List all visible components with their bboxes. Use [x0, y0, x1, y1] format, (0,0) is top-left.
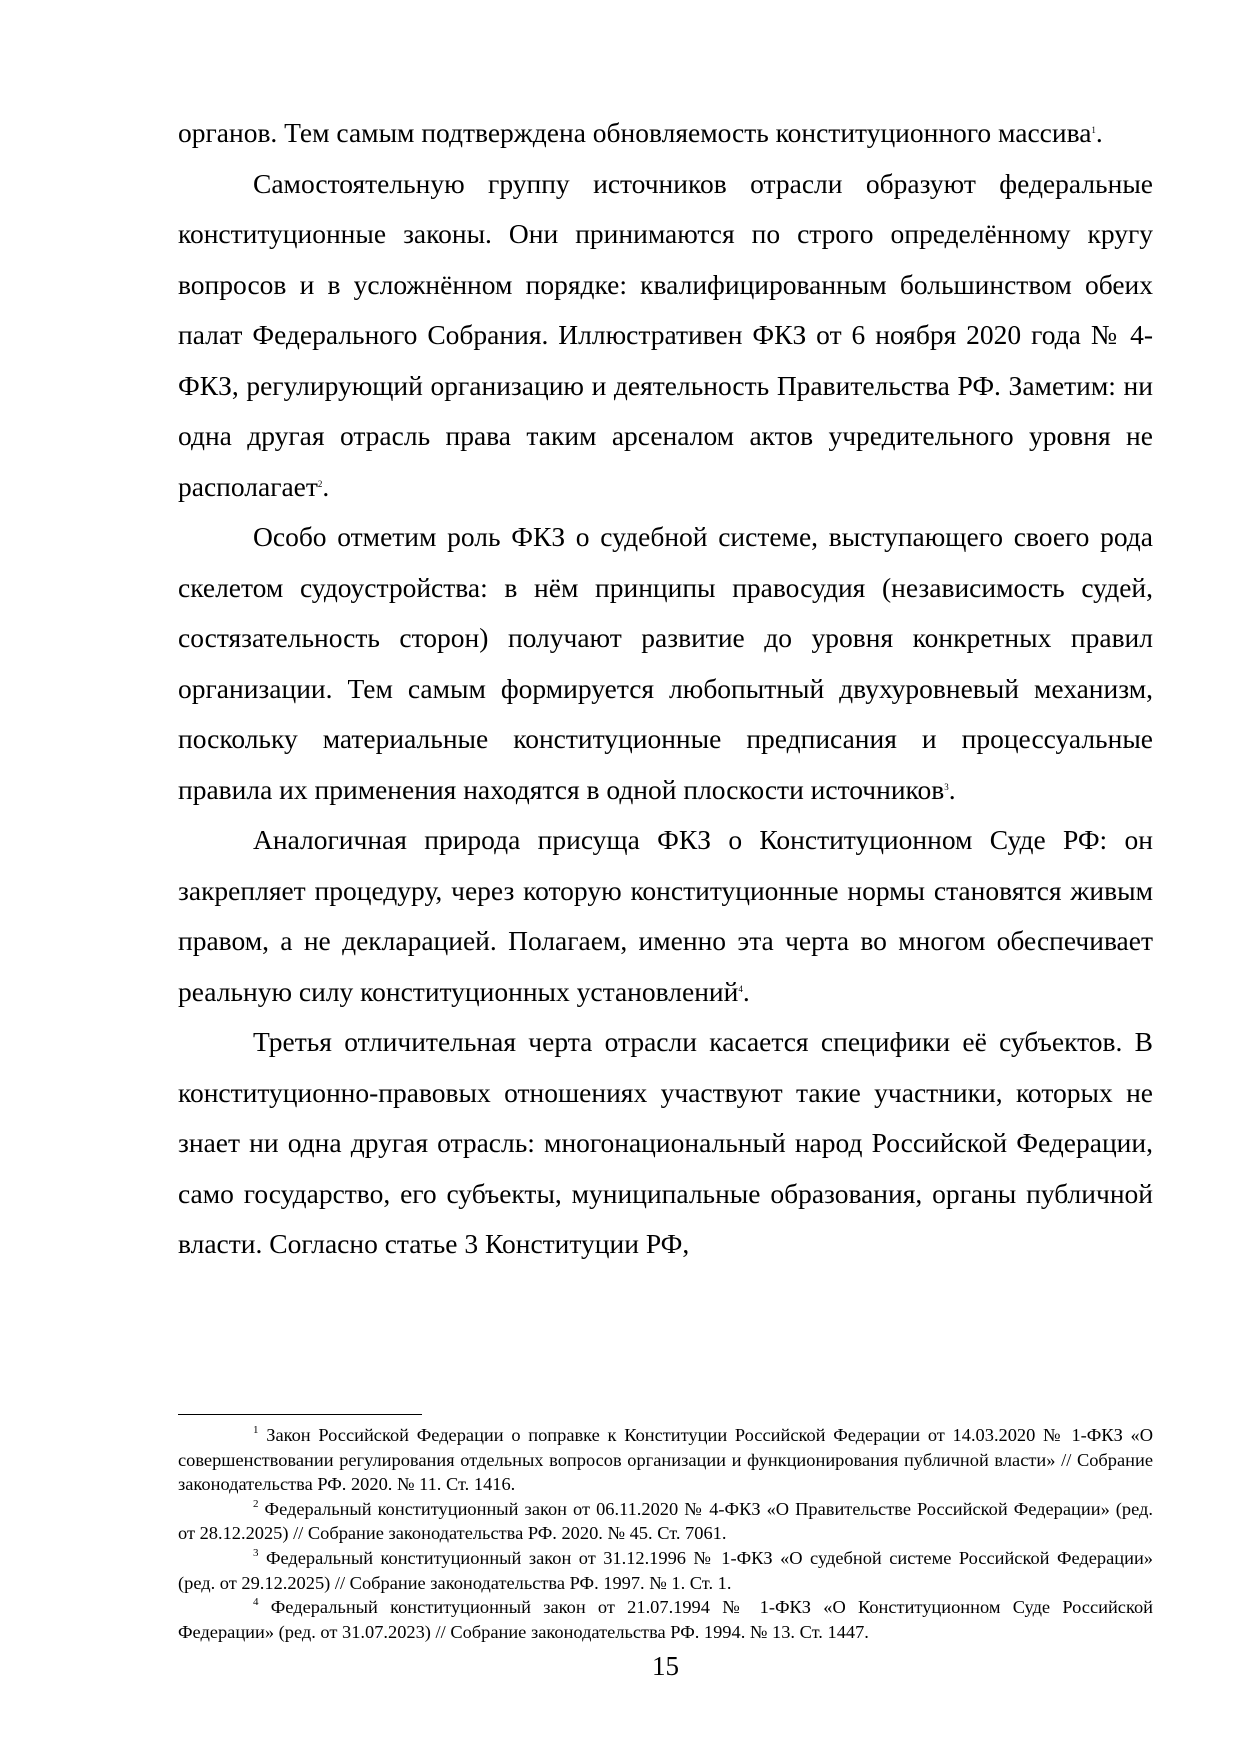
footnote-number: 4 [253, 1596, 259, 1609]
paragraph-text: Самостоятельную группу источников отрасли образуют федеральные конституционные законы. Они принимаются по строго определённому кругу вопросов и в усложнённом порядке: квалифицированным большинством обеих палат Федерального Собрания. Иллюстративен ФКЗ от 6 ноября 2020 года № 4-ФКЗ, регулирующий организацию и деятельность Правительства РФ. Заметим: ни одна другая отрасль права таким арсеналом актов учредительного уровня не располагает [178, 167, 1153, 502]
paragraph [178, 815, 1153, 1017]
footnote-number: 1 [253, 1424, 259, 1436]
footnote-separator [178, 1414, 422, 1415]
footnote-number: 3 [253, 1546, 259, 1559]
footnote [178, 1595, 1153, 1644]
footnote-text: Федеральный конституционный закон от 06.11.2020 № 4-ФКЗ «О Правительстве Российской Федерации» (ред. от 28.12.2025) // Собрание законодательства РФ. 2020. № 45. Ст. 7061. [178, 1498, 1153, 1544]
paragraph [178, 1017, 1153, 1270]
paragraph [178, 512, 1153, 815]
paragraph-text: Аналогичная природа присуща ФКЗ о Конституционном Суде РФ: он закрепляет процедуру, через которую конституционные нормы становятся живым правом, а не декларацией. Полагаем, именно эта черта во многом обеспечивает реальную силу конституционных установлений [178, 824, 1153, 1007]
footnote [178, 1546, 1153, 1595]
paragraph-text: Особо отметим роль ФКЗ о судебной системе, выступающего своего рода скелетом судоустройства: в нём принципы правосудия (независимость судей, состязательность сторон) получают развитие до уровня конкретных правил организации. Тем самым формируется любопытный двухуровневый механизм, поскольку материальные конституционные предписания и процессуальные правила их применения находятся в одной плоскости источников [178, 521, 1153, 805]
footnote-reference[interactable]: 1 [1091, 125, 1096, 135]
paragraph-tail: . [742, 975, 750, 1007]
footnote-text: Федеральный конституционный закон от 21.07.1994 № 1-ФКЗ «О Конституционном Суде Российской Федерации» (ред. от 31.07.2023) // Собрание законодательства РФ. 1994. № 13. Ст. 1447. [178, 1597, 1153, 1642]
paragraph-tail: . [322, 470, 330, 502]
footnote-reference[interactable]: 2 [317, 478, 323, 489]
paragraph-continuation [178, 108, 1153, 159]
paragraph-tail: . [1095, 117, 1103, 148]
page-number: 15 [652, 1651, 679, 1681]
footnote-reference[interactable]: 4 [738, 983, 743, 994]
footnote-text: Федеральный конституционный закон от 31.12.1996 № 1-ФКЗ «О судебной системе Российской Федерации» (ред. от 29.12.2025) // Собрание законодательства РФ. 1997. № 1. Ст. 1. [178, 1547, 1153, 1593]
paragraph-text: Третья отличительная черта отрасли касается специфики её субъектов. В конституционно-правовых отношениях участвуют такие участники, которых не знает ни одна другая отрасль: многонациональный народ Российской Федерации, само государство, его субъекты, муниципальные образования, органы публичной власти. Согласно статье 3 Конституции РФ, [178, 1026, 1153, 1259]
footnote-number: 2 [253, 1497, 259, 1510]
footnote [178, 1423, 1153, 1497]
footnote [178, 1497, 1153, 1546]
paragraph-tail: . [948, 773, 956, 805]
footnote-text: Закон Российской Федерации о поправке к Конституции Российской Федерации от 14.03.2020 № 1-ФКЗ «О совершенствовании регулирования отдельных вопросов организации и функционирования публичной власти» // Собрание законодательства РФ. 2020. № 11. Ст. 1416. [178, 1425, 1153, 1495]
footnotes-section [178, 1414, 1153, 1644]
footnote-reference[interactable]: 3 [944, 781, 949, 792]
page-body [178, 108, 1153, 1270]
paragraph-text: органов. Тем самым подтверждена обновляемость конституционного массива [178, 117, 1092, 148]
main-text [178, 108, 1153, 1270]
paragraph [178, 159, 1153, 513]
